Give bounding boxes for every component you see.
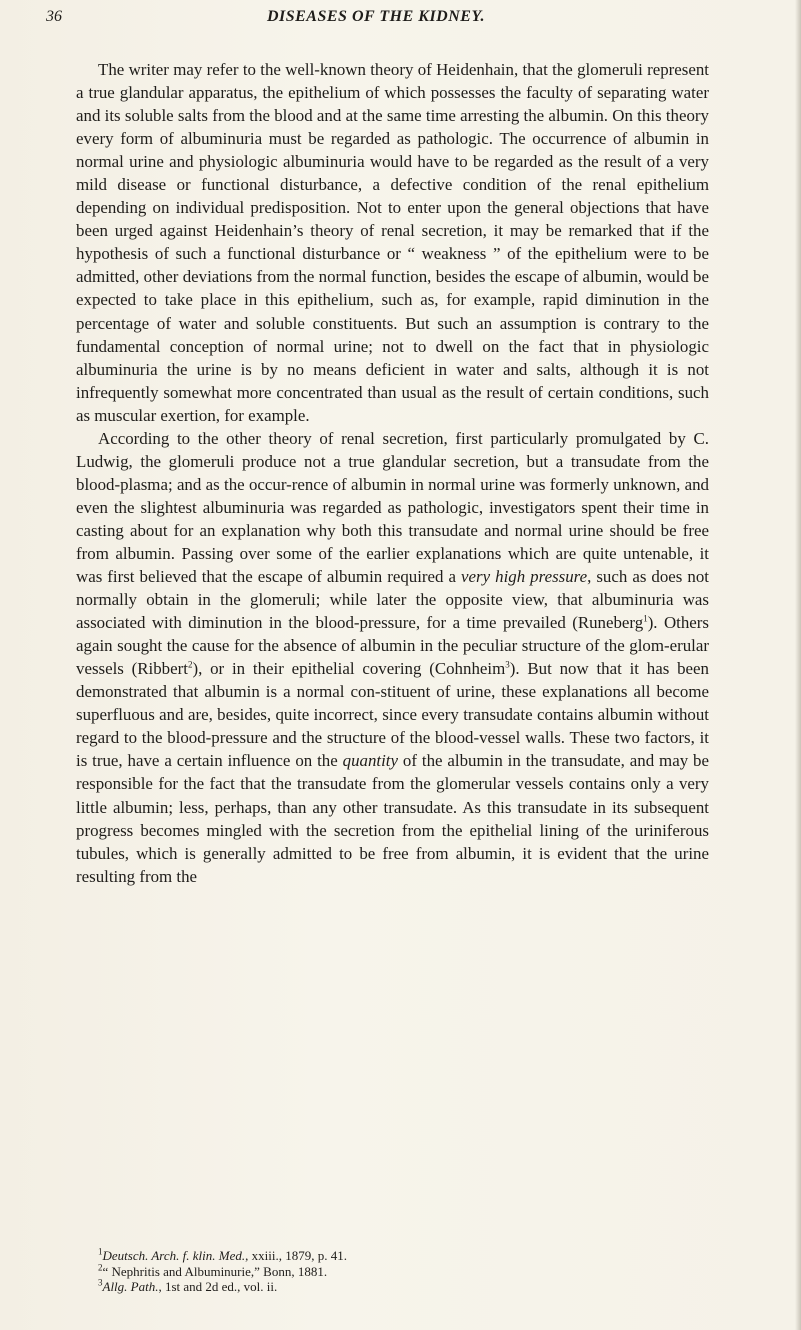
footnotes	[78, 1248, 709, 1295]
footnote-reference: 3	[505, 659, 510, 670]
body-text	[76, 58, 709, 888]
footnote	[78, 1279, 709, 1295]
running-head	[46, 8, 706, 30]
footnote-source: Deutsch. Arch. f. klin. Med.	[102, 1248, 246, 1263]
paragraph-ludwig-theory	[76, 427, 709, 888]
page-edge-shadow	[795, 0, 801, 1330]
footnote-marker: 3	[98, 1277, 103, 1288]
paragraph-text: of the albumin in the transudate, and may be responsible for the fact that the transudate from the glomerular vessels contains only a very little albumin; less, perhaps, than any other transudate. As this transudate in its subsequent progress becomes mingled with the secretion from the epithelial lining of the uriniferous tubules, which is generally admitted to be free from albumin, it is evident that the urine resulting from the	[76, 751, 709, 886]
italic-phrase: quantity	[342, 751, 398, 771]
paragraph-text: ). But now that it has been demonstrated that albumin is a normal con-stituent of urine, these explanations all become superfluous and are, besides, quite incorrect, since every transudate contains albumin without regard to the blood-pressure and the structure of the blood-vessel walls. These two factors, it is true, have a certain influence on the	[76, 659, 709, 771]
paragraph-text: ), or in their epithelial covering (Cohnheim	[192, 659, 506, 679]
page-number: 36	[46, 8, 62, 25]
footnote	[78, 1248, 709, 1264]
running-title: DISEASES OF THE KIDNEY.	[266, 8, 486, 25]
footnote-reference: 1	[643, 613, 648, 624]
footnote-marker: 2	[98, 1262, 103, 1273]
footnote	[78, 1264, 709, 1280]
footnote-text: , 1st and 2d ed., vol. ii.	[158, 1279, 278, 1294]
paragraph-text: According to the other theory of renal secretion, first particularly promulgated by C. Ludwig, the glomeruli produce not a true glandular secretion, but a transudate from the blood-plasma; and as the occur-rence of albumin in normal urine was formerly unknown, and even the slightest albuminuria was regarded as pathologic, investigators spent their time in casting about for an explanation why both this transudate and normal urine should be free from albumin. Passing over some of the earlier explanations which are quite untenable, it was first believed that the escape of albumin required a	[76, 428, 709, 587]
footnote-source: Allg. Path.	[102, 1279, 159, 1294]
footnote-text: , xxiii., 1879, p. 41.	[245, 1248, 347, 1263]
paragraph-text: , such as does not normally obtain in the glomeruli; while later the opposite view, that albuminuria was associated with diminution in the blood-pressure, for a time prevailed (Runeberg	[76, 567, 709, 633]
footnote-reference: 2	[187, 659, 193, 670]
footnote-marker: 1	[98, 1246, 103, 1257]
italic-phrase: very high pressure	[461, 567, 588, 587]
paragraph-text: The writer may refer to the well-known theory of Heidenhain, that the glomeruli represent a true glandular apparatus, the epithelium of which possesses the faculty of separating water and its soluble salts from the blood and at the same time arresting the albumin. On this theory every form of albuminuria must be regarded as pathologic. The occurrence of albumin in normal urine and physiologic albuminuria would have to be regarded as the result of a very mild disease or functional disturbance, a defective condition of the renal epithelium depending on individual predisposition. Not to enter upon the general objections that have been urged against Heidenhain’s theory of renal secretion, it may be remarked that if the hypothesis of such a functional disturbance or “ weakness ” of the epithelium were to be admitted, other deviations from the normal function, besides the escape of albumin, would be expected to take place in this epithelium, such as, for example, rapid diminution in the percentage of water and soluble constituents. But such an assumption is contrary to the fundamental conception of normal urine; not to dwell on the fact that in physiologic albuminuria the urine is by no means deficient in water and salts, although it is not infrequently somewhat more concentrated than usual as the result of certain conditions, such as muscular exertion, for example.	[76, 60, 709, 425]
paragraph-heidenhain-theory	[76, 58, 709, 427]
footnote-text: “ Nephritis and Albuminurie,” Bonn, 1881.	[102, 1263, 328, 1279]
paragraph-text: ). Others again sought the cause for the absence of albumin in the peculiar structure of the glom-erular vessels (Ribbert	[76, 613, 709, 679]
